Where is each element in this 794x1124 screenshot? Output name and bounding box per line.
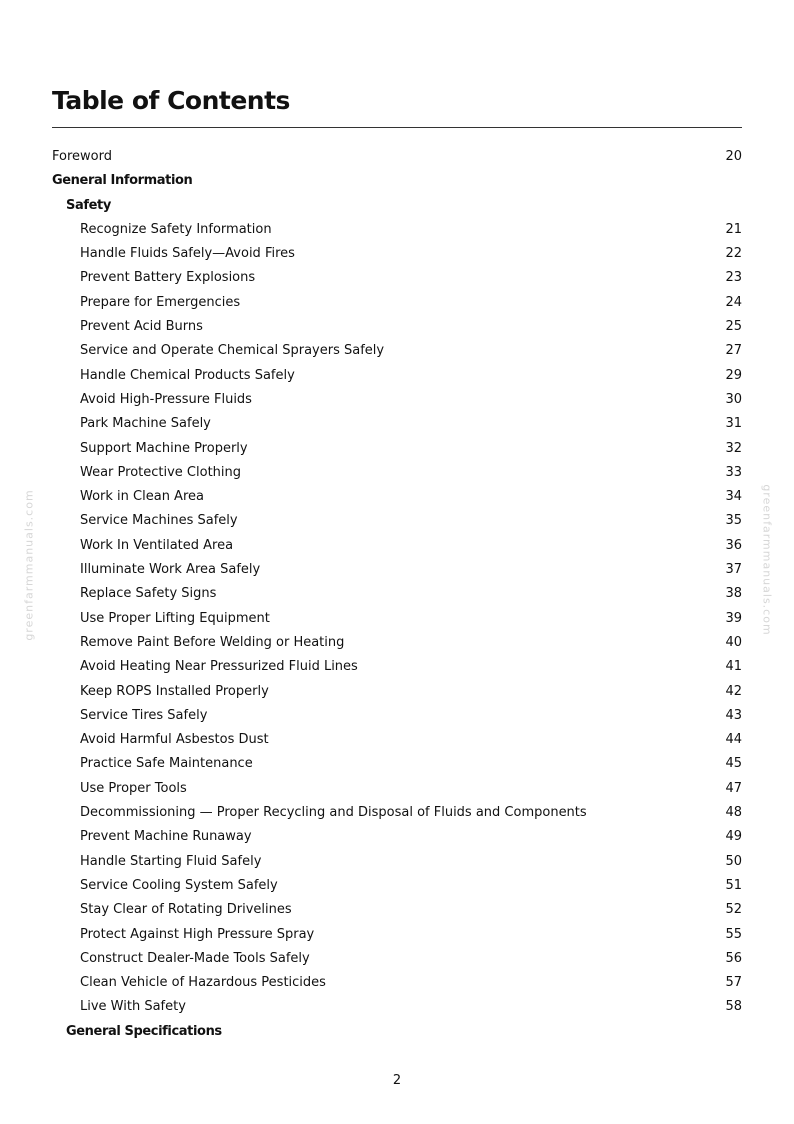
toc-entry[interactable] xyxy=(52,655,742,679)
toc-entry[interactable] xyxy=(52,680,742,704)
toc-entry-page: 52 xyxy=(725,902,742,918)
toc-entry-label: Avoid Heating Near Pressurized Fluid Lines xyxy=(80,659,358,675)
toc-entry-label: Live With Safety xyxy=(80,999,186,1015)
toc-entry[interactable] xyxy=(52,461,742,485)
toc-entry-page: 58 xyxy=(725,999,742,1015)
toc-entry[interactable] xyxy=(52,971,742,995)
toc-entry-page: 43 xyxy=(725,707,742,723)
toc-entry-label: Service Machines Safely xyxy=(80,513,238,529)
toc-entry[interactable] xyxy=(52,266,742,290)
toc-entry-label: Work in Clean Area xyxy=(80,489,204,505)
toc-entry[interactable] xyxy=(52,534,742,558)
toc-entry[interactable] xyxy=(52,923,742,947)
toc-entry-page: 21 xyxy=(725,221,742,237)
toc-entry[interactable] xyxy=(52,485,742,509)
toc-entry-label: Wear Protective Clothing xyxy=(80,464,242,480)
toc-entry[interactable] xyxy=(52,825,742,849)
toc-entry-label: Service and Operate Chemical Sprayers Safely xyxy=(80,343,385,359)
toc-entry-page: 23 xyxy=(725,270,742,286)
toc-entry-label: Prepare for Emergencies xyxy=(80,294,241,310)
toc-entry[interactable] xyxy=(52,558,742,582)
toc-entry-page: 48 xyxy=(725,805,742,821)
toc-section-heading[interactable] xyxy=(52,1020,742,1044)
toc-entry-page: 49 xyxy=(725,829,742,845)
toc-entry-label: Keep ROPS Installed Properly xyxy=(80,683,269,699)
title-divider xyxy=(52,127,742,128)
toc-entry[interactable] xyxy=(52,509,742,533)
toc-entry[interactable] xyxy=(52,777,742,801)
toc-entry[interactable] xyxy=(52,607,742,631)
toc-entry[interactable] xyxy=(52,412,742,436)
toc-entry[interactable] xyxy=(52,995,742,1019)
toc-entry-label: Decommissioning — Proper Recycling and Disposal of Fluids and Components xyxy=(80,805,587,821)
toc-entry[interactable] xyxy=(52,315,742,339)
toc-entry-label: Replace Safety Signs xyxy=(80,586,217,602)
toc-entry-label: Use Proper Lifting Equipment xyxy=(80,610,270,626)
toc-entry-page: 33 xyxy=(725,464,742,480)
toc-entry-page: 30 xyxy=(725,391,742,407)
toc-entry[interactable] xyxy=(52,898,742,922)
toc-entry-label: Work In Ventilated Area xyxy=(80,537,234,553)
toc-entry[interactable] xyxy=(52,704,742,728)
toc-entry[interactable] xyxy=(52,145,742,169)
toc-entry-page: 45 xyxy=(725,756,742,772)
toc-entry-label: Stay Clear of Rotating Drivelines xyxy=(80,902,292,918)
toc-entry-page: 36 xyxy=(725,537,742,553)
toc-entry-label: General Information xyxy=(52,173,193,189)
toc-entry-label: Support Machine Properly xyxy=(80,440,248,456)
toc-entry[interactable] xyxy=(52,582,742,606)
toc-entry-label: Foreword xyxy=(52,149,112,164)
watermark-left: greenfarmmanuals.com xyxy=(22,489,36,641)
toc-entry-label: Handle Starting Fluid Safely xyxy=(80,853,262,869)
toc-entry-page: 57 xyxy=(725,975,742,991)
toc-entry-page: 40 xyxy=(725,634,742,650)
toc-entry[interactable] xyxy=(52,631,742,655)
toc-entry-page: 25 xyxy=(725,319,742,335)
toc-entry-page: 31 xyxy=(725,416,742,432)
toc-entry-page: 35 xyxy=(725,513,742,529)
toc-entry-page: 50 xyxy=(725,853,742,869)
toc-entry[interactable] xyxy=(52,364,742,388)
toc-entry-label: Remove Paint Before Welding or Heating xyxy=(80,634,345,650)
toc-entry[interactable] xyxy=(52,752,742,776)
toc-entry-label: Recognize Safety Information xyxy=(80,221,272,237)
toc-entry[interactable] xyxy=(52,874,742,898)
toc-entry-label: Illuminate Work Area Safely xyxy=(80,562,261,578)
toc-entry-page: 29 xyxy=(725,367,742,383)
toc-entry[interactable] xyxy=(52,437,742,461)
toc-entry-page: 47 xyxy=(725,780,742,796)
toc-entry-label: Park Machine Safely xyxy=(80,416,211,432)
toc-section-heading[interactable] xyxy=(52,194,742,218)
toc-entry-page: 55 xyxy=(725,926,742,942)
toc-entry-label: Prevent Battery Explosions xyxy=(80,270,256,286)
toc-entry[interactable] xyxy=(52,242,742,266)
toc-entry-page: 20 xyxy=(725,149,742,164)
toc-entry-page: 27 xyxy=(725,343,742,359)
toc-entry-label: Handle Chemical Products Safely xyxy=(80,367,295,383)
toc-list xyxy=(52,145,742,1044)
toc-entry[interactable] xyxy=(52,218,742,242)
toc-entry-label: Construct Dealer-Made Tools Safely xyxy=(80,950,310,966)
toc-entry[interactable] xyxy=(52,728,742,752)
toc-entry-page: 44 xyxy=(725,732,742,748)
toc-entry-label: Protect Against High Pressure Spray xyxy=(80,926,315,942)
page-title: Table of Contents xyxy=(52,86,290,115)
toc-entry-label: Prevent Acid Burns xyxy=(80,319,203,335)
toc-entry[interactable] xyxy=(52,388,742,412)
toc-entry-label: Handle Fluids Safely—Avoid Fires xyxy=(80,246,295,262)
toc-entry-page: 41 xyxy=(725,659,742,675)
toc-entry-page: 56 xyxy=(725,950,742,966)
toc-entry-label: Service Cooling System Safely xyxy=(80,877,278,893)
toc-entry-page: 42 xyxy=(725,683,742,699)
toc-entry-page: 32 xyxy=(725,440,742,456)
toc-entry-label: Avoid Harmful Asbestos Dust xyxy=(80,732,269,748)
toc-entry-page: 22 xyxy=(725,246,742,262)
toc-entry-label: Prevent Machine Runaway xyxy=(80,829,252,845)
toc-entry-label: Safety xyxy=(66,197,111,213)
watermark-right: greenfarmmanuals.com xyxy=(760,484,774,636)
toc-entry-label: Practice Safe Maintenance xyxy=(80,756,253,772)
toc-entry[interactable] xyxy=(52,850,742,874)
toc-entry[interactable] xyxy=(52,947,742,971)
toc-section-heading[interactable] xyxy=(52,169,742,193)
toc-entry-label: Clean Vehicle of Hazardous Pesticides xyxy=(80,975,326,991)
toc-entry[interactable] xyxy=(52,801,742,825)
toc-entry-page: 24 xyxy=(725,294,742,310)
toc-entry-page: 37 xyxy=(725,562,742,578)
toc-entry-label: Avoid High-Pressure Fluids xyxy=(80,391,252,407)
toc-entry-label: General Specifications xyxy=(66,1023,222,1039)
toc-entry-page: 34 xyxy=(725,489,742,505)
toc-entry-label: Service Tires Safely xyxy=(80,707,208,723)
toc-entry-page: 38 xyxy=(725,586,742,602)
page-number: 2 xyxy=(392,1073,402,1088)
toc-entry-page: 51 xyxy=(725,877,742,893)
toc-entry[interactable] xyxy=(52,291,742,315)
toc-entry-label: Use Proper Tools xyxy=(80,780,187,796)
toc-entry-page: 39 xyxy=(725,610,742,626)
toc-entry[interactable] xyxy=(52,339,742,363)
